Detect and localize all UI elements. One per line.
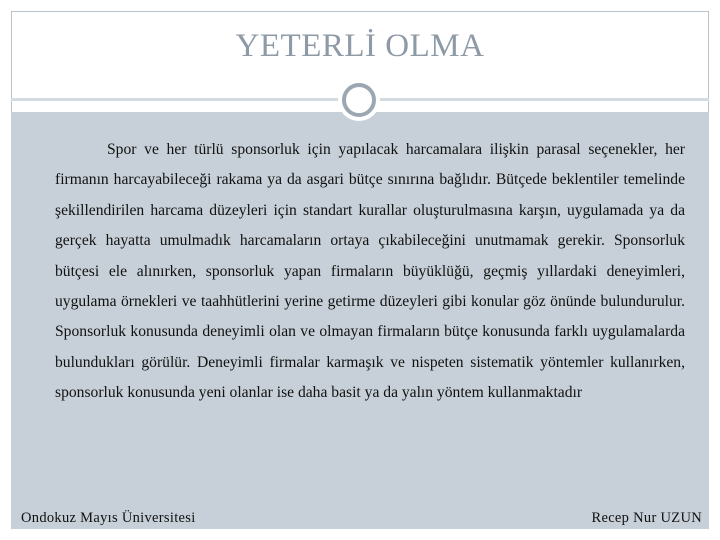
circle-ring (342, 83, 376, 117)
slide-title: YETERLİ OLMA (235, 28, 485, 64)
footer-university: Ondokuz Mayıs Üniversitesi (21, 510, 196, 526)
footer-author: Recep Nur UZUN (591, 510, 702, 526)
circle-ornament-icon (338, 79, 380, 121)
body-text-block (55, 135, 685, 409)
body-paragraph: Spor ve her türlü sponsorluk için yapılacak harcamalara ilişkin parasal seçenekler, her firmanın harcayabileceği rakama ya da asgari bütçe sınırına bağlıdır. Bütçede beklentiler temelinde şekillendirilen harcama düzeyleri için standart kurallar oluşturulmasına karşın, uygulamada ya da gerçek hayatta umulmadık harcamaların ortaya çıkabileceğini unutmamak gerekir. Sponsorluk bütçesi ele alınırken, sponsorluk yapan firmaların büyüklüğü, geçmiş yıllardaki deneyimleri, uygulama örnekleri ve taahhütlerini yerine getirme düzeyleri gibi konular göz önünde bulundurulur. Sponsorluk konusunda deneyimli olan ve olmayan firmaların bütçe konusunda farklı uygulamalarda bulundukları görülür. Deneyimli firmalar karmaşık ve nispeten sistematik yöntemler kullanırken, sponsorluk konusunda yeni olanlar ise daha basit ya da yalın yöntem kullanmaktadır (55, 141, 685, 402)
footer (11, 496, 709, 529)
